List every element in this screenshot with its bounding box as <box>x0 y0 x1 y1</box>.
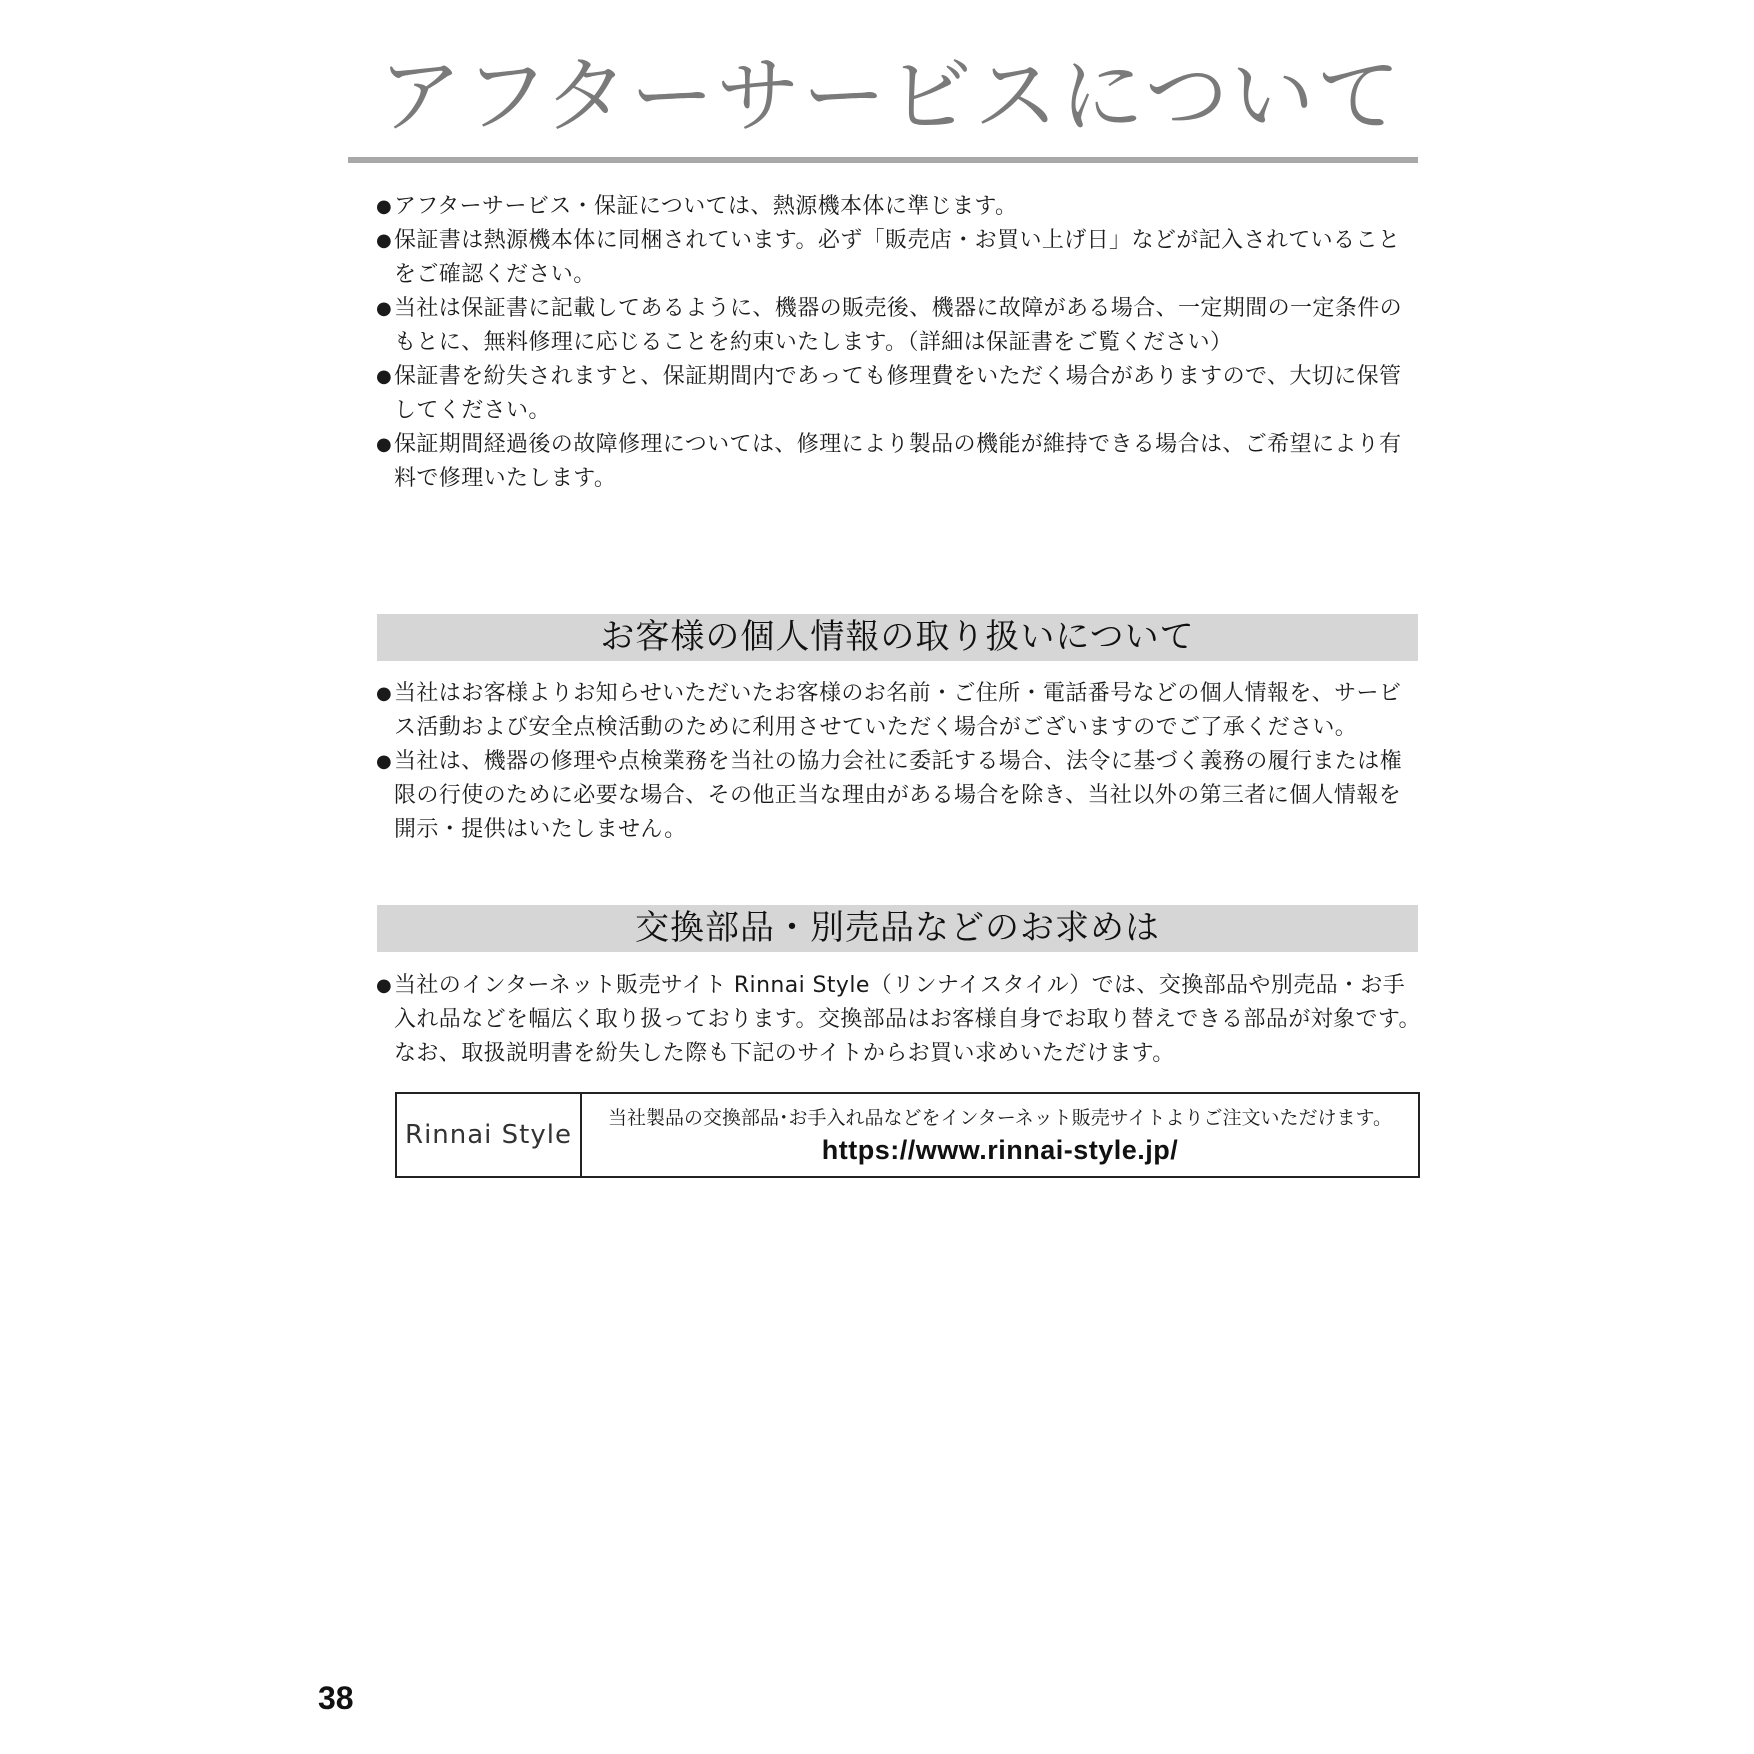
parts-heading: 交換部品・別売品などのお求めは <box>377 905 1418 952</box>
bullet-icon: ● <box>376 230 393 251</box>
title-divider <box>348 157 1418 163</box>
list-item: ● 当社は保証書に記載してあるように、機器の販売後、機器に故障がある場合、一定期間の一定条件のもとに、無料修理に応じることを約束いたします。（詳細は保証書をご覧ください） <box>376 292 1421 360</box>
list-item: ● アフターサービス・保証については、熱源機本体に準じます。 <box>376 190 1421 224</box>
privacy-heading: お客様の個人情報の取り扱いについて <box>377 614 1418 661</box>
page-number: 38 <box>318 1680 354 1716</box>
bullet-icon: ● <box>376 366 393 387</box>
list-item: ● 保証書を紛失されますと、保証期間内であっても修理費をいただく場合がありますので、大切に保管してください。 <box>376 360 1421 428</box>
bullet-icon: ● <box>376 434 393 455</box>
bullet-icon: ● <box>376 683 393 704</box>
list-item: ● 当社はお客様よりお知らせいただいたお客様のお名前・ご住所・電話番号などの個人情報を、サービス活動および安全点検活動のために利用させていただく場合がございますのでご了承ください。 <box>376 677 1421 745</box>
bullet-icon: ● <box>376 196 393 217</box>
list-item: ● 当社は、機器の修理や点検業務を当社の協力会社に委託する場合、法令に基づく義務の履行または権限の行使のために必要な場合、その他正当な理由がある場合を除き、当社以外の第三者に個人情報を開示・提供はいたしません。 <box>376 745 1421 847</box>
after-service-list <box>376 190 1421 496</box>
bullet-icon: ● <box>376 751 393 772</box>
rinnai-style-logo: Rinnai Style <box>397 1094 582 1176</box>
parts-list <box>376 969 1421 1071</box>
list-item: ● 保証期間経過後の故障修理については、修理により製品の機能が維持できる場合は、ご希望により有料で修理いたします。 <box>376 428 1421 496</box>
list-item: ● 保証書は熱源機本体に同梱されています。必ず「販売店・お買い上げ日」などが記入されていることをご確認ください。 <box>376 224 1421 292</box>
rinnai-style-box <box>395 1092 1420 1178</box>
store-url-link[interactable]: https://www.rinnai-style.jp/ <box>821 1135 1179 1165</box>
list-item: ● 当社のインターネット販売サイト Rinnai Style（リンナイスタイル）では、交換部品や別売品・お手入れ品などを幅広く取り扱っております。交換部品はお客様自身でお取り替えできる部品が対象です。なお、取扱説明書を紛失した際も下記のサイトからお買い求めいただけます。 <box>376 969 1421 1071</box>
bullet-icon: ● <box>376 298 393 319</box>
store-description: 当社製品の交換部品･お手入れ品などをインターネット販売サイトよりご注文いただけます。 <box>608 1107 1392 1129</box>
store-info <box>582 1094 1418 1176</box>
privacy-list <box>376 677 1421 847</box>
bullet-icon: ● <box>376 975 393 996</box>
page-title: アフターサービスについて <box>378 47 1403 145</box>
